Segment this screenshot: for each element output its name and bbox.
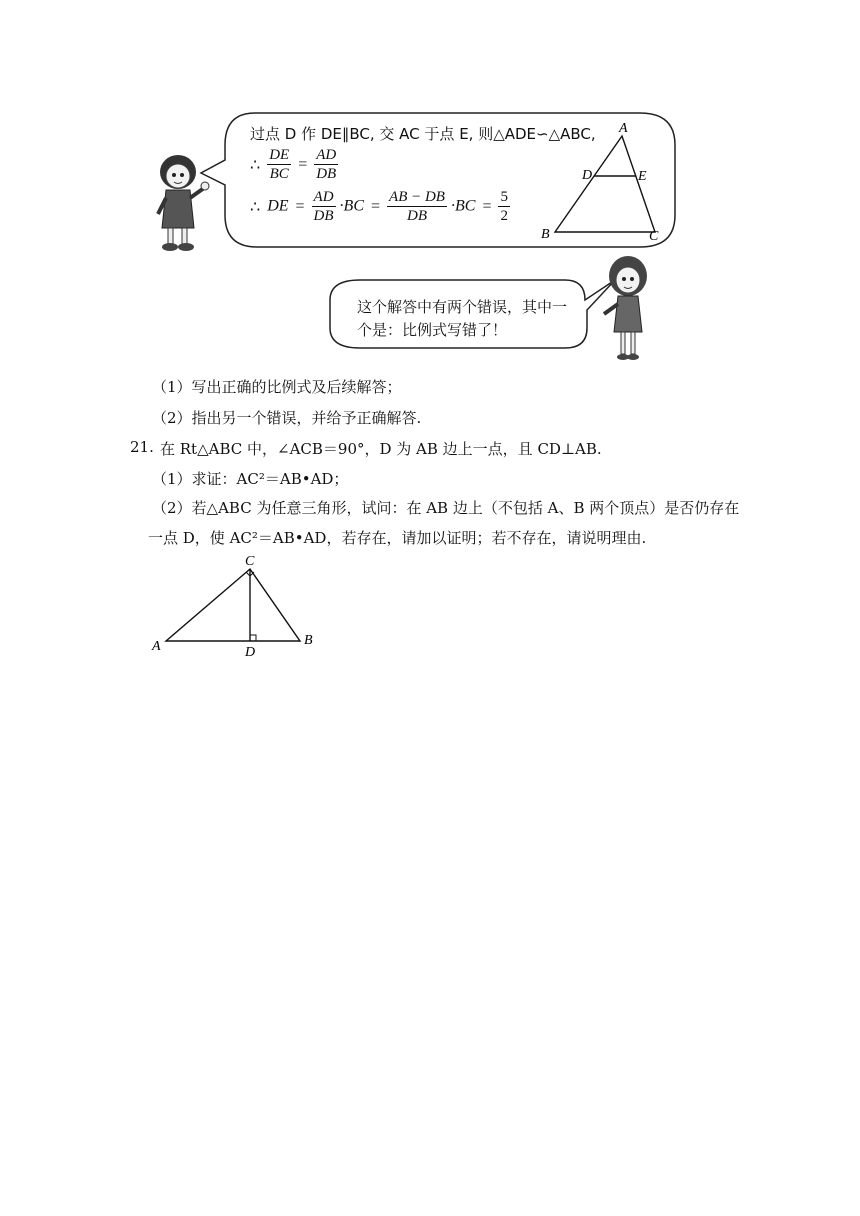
label-B1: B [541, 227, 550, 242]
proportion-row: ∴ $\frac{DE}{BC}$ = $\frac{AD}{DB}$ [247, 146, 338, 183]
q21-part1: （1）求证：AC²＝AB•AD； [152, 470, 349, 488]
fraction-ab-minus-db: $\frac{AB - DB}{DB}$ [389, 189, 445, 224]
q20-part2: （2）指出另一个错误，并给予正确解答. [152, 409, 422, 427]
right-triangle-abc [148, 552, 328, 662]
label-D1: D [582, 168, 593, 183]
q21-part2-line2: 一点 D，使 AC²＝AB•AD，若存在，请加以证明；若不存在，请说明理由. [148, 529, 647, 547]
solution-row: ∴ DE = $\frac{AD}{DB}$ ·BC = $\frac{AB - DB}{DB}$ ·BC = $\frac{5}{2}$ [250, 189, 508, 224]
label-A2: A [152, 639, 161, 654]
bubble1-line1: 过点 D 作 DE∥BC, 交 AC 于点 E, 则△ADE∽△ABC, [250, 125, 596, 143]
q20-part1: （1）写出正确的比例式及后续解答； [152, 378, 402, 396]
bubble2-line1: 这个解答中有两个错误，其中一 [357, 298, 568, 316]
label-D2: D [245, 645, 256, 660]
q21-number: 21. [130, 438, 154, 456]
fraction-ad-db-2: $\frac{AD}{DB}$ [313, 189, 334, 224]
girl-illustration-right [598, 252, 658, 364]
triangle-ade-abc [535, 120, 665, 245]
fraction-5-2: $\frac{5}{2}$ [500, 189, 508, 224]
fraction-ad-db: $\frac{AD}{DB}$ [316, 147, 337, 182]
fraction-de-bc: $\frac{DE}{BC}$ [269, 147, 290, 182]
q21-stem: 在 Rt△ABC 中，∠ACB＝90°，D 为 AB 边上一点，且 CD⊥AB. [160, 440, 602, 458]
bubble2-line2: 个是：比例式写错了！ [357, 321, 508, 339]
q21-part2-line1: （2）若△ABC 为任意三角形，试问：在 AB 边上（不包括 A、B 两个顶点）是否仍存在 [152, 499, 740, 517]
therefore-symbol: ∴ [250, 156, 261, 174]
label-B2: B [304, 633, 313, 648]
label-E1: E [638, 169, 647, 184]
label-A1: A [619, 121, 628, 136]
label-C1: C [649, 229, 659, 244]
label-C2: C [245, 554, 255, 569]
